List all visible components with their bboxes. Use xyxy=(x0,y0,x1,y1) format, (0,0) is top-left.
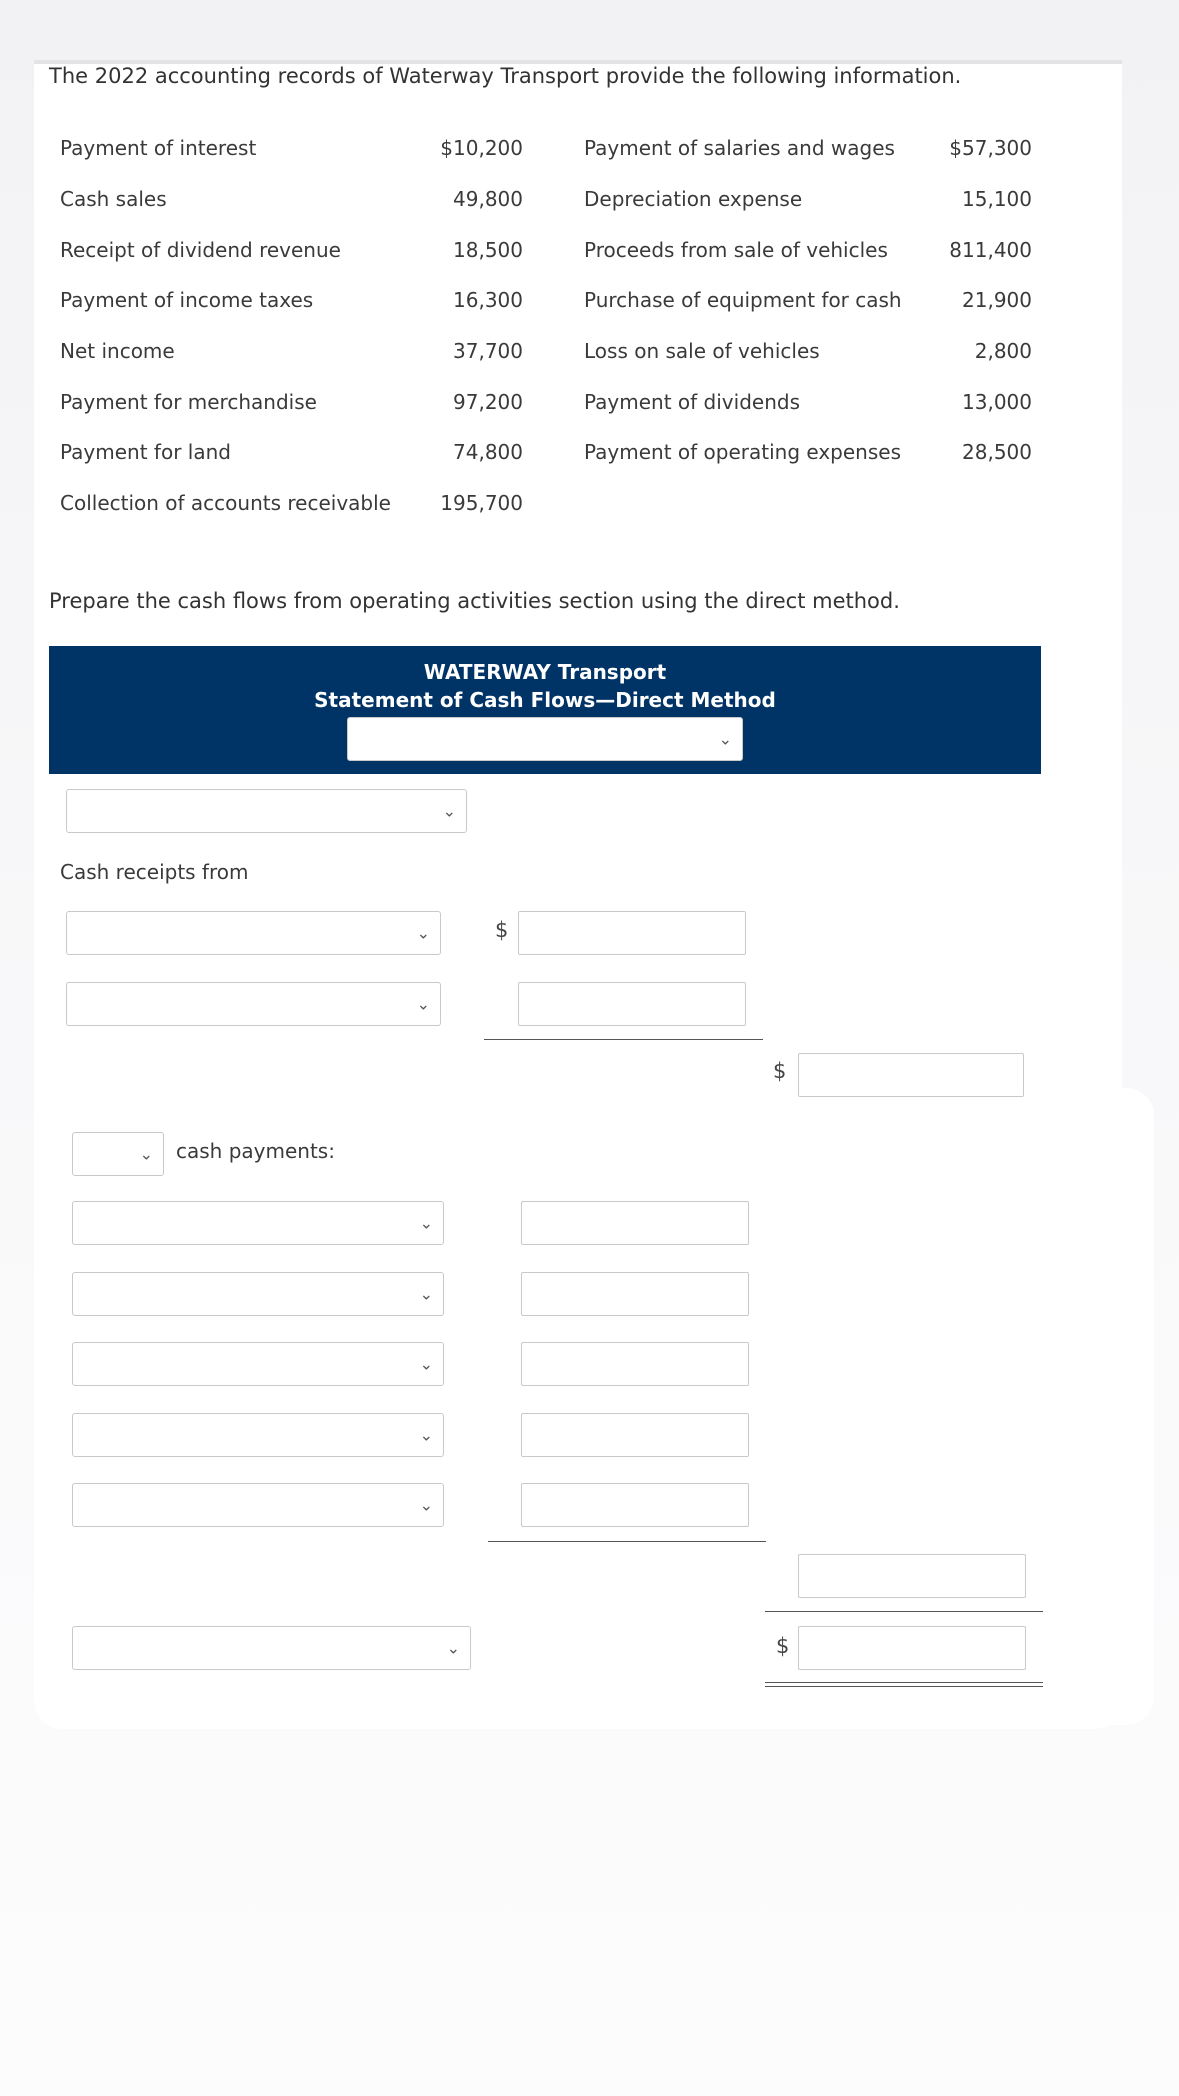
cash-receipts-label: Cash receipts from xyxy=(60,860,249,884)
payment-amount-input[interactable] xyxy=(521,1201,749,1245)
chevron-down-icon: ⌄ xyxy=(419,1354,433,1374)
payment-account-select[interactable] xyxy=(72,1483,444,1527)
net-cash-input[interactable] xyxy=(798,1626,1026,1670)
payment-amount-input[interactable] xyxy=(521,1272,749,1316)
payment-account-select[interactable] xyxy=(72,1201,444,1245)
chevron-down-icon: ⌄ xyxy=(419,1495,433,1515)
chevron-down-icon: ⌄ xyxy=(419,1425,433,1445)
chevron-down-icon: ⌄ xyxy=(419,1284,433,1304)
left-item-label: Collection of accounts receivable xyxy=(60,491,391,515)
receipt-amount-input[interactable] xyxy=(518,911,746,955)
period-select[interactable] xyxy=(347,717,743,761)
dollar-sign: $ xyxy=(773,1059,787,1083)
payments-qualifier-select[interactable] xyxy=(72,1132,164,1176)
left-item-value: 195,700 xyxy=(440,491,523,515)
left-item-label: Receipt of dividend revenue xyxy=(60,238,341,262)
chevron-down-icon: ⌄ xyxy=(419,1213,433,1233)
net-cash-label-select[interactable] xyxy=(72,1626,471,1670)
payment-account-select[interactable] xyxy=(72,1342,444,1386)
chevron-down-icon: ⌄ xyxy=(446,1638,460,1658)
receipt-account-select[interactable] xyxy=(66,982,441,1026)
left-item-value: 37,700 xyxy=(453,339,523,363)
right-item-label: Loss on sale of vehicles xyxy=(584,339,820,363)
total-receipts-input[interactable] xyxy=(798,1053,1024,1097)
payment-amount-input[interactable] xyxy=(521,1342,749,1386)
total-double-underline xyxy=(765,1682,1043,1687)
chevron-down-icon: ⌄ xyxy=(416,923,430,943)
right-item-value: 13,000 xyxy=(962,390,1032,414)
left-item-value: 74,800 xyxy=(453,440,523,464)
chevron-down-icon: ⌄ xyxy=(139,1144,153,1164)
right-item-value: 28,500 xyxy=(962,440,1032,464)
left-item-label: Payment for land xyxy=(60,440,231,464)
left-item-value: 18,500 xyxy=(453,238,523,262)
left-item-value: 97,200 xyxy=(453,390,523,414)
left-item-value: $10,200 xyxy=(440,136,523,160)
left-item-label: Cash sales xyxy=(60,187,167,211)
right-item-value: 811,400 xyxy=(949,238,1032,262)
right-item-label: Proceeds from sale of vehicles xyxy=(584,238,888,262)
subtotal-underline xyxy=(765,1611,1043,1612)
receipt-amount-input[interactable] xyxy=(518,982,746,1026)
right-item-label: Payment of dividends xyxy=(584,390,800,414)
chevron-down-icon: ⌄ xyxy=(416,994,430,1014)
statement-title: Statement of Cash Flows—Direct Method xyxy=(314,688,776,712)
right-item-label: Payment of operating expenses xyxy=(584,440,902,464)
left-item-value: 16,300 xyxy=(453,288,523,312)
right-item-value: $57,300 xyxy=(949,136,1032,160)
left-item-value: 49,800 xyxy=(453,187,523,211)
chevron-down-icon: ⌄ xyxy=(718,729,732,749)
right-item-value: 15,100 xyxy=(962,187,1032,211)
left-item-label: Payment of income taxes xyxy=(60,288,314,312)
instruction-text: Prepare the cash flows from operating activities section using the direct method. xyxy=(49,589,900,613)
dollar-sign: $ xyxy=(776,1634,790,1658)
payment-amount-input[interactable] xyxy=(521,1483,749,1527)
left-item-label: Payment for merchandise xyxy=(60,390,317,414)
subtotal-underline xyxy=(488,1541,766,1542)
right-item-label: Depreciation expense xyxy=(584,187,803,211)
dollar-sign: $ xyxy=(495,918,509,942)
total-payments-input[interactable] xyxy=(798,1554,1026,1598)
cash-payments-label: cash payments: xyxy=(176,1139,335,1163)
payment-account-select[interactable] xyxy=(72,1413,444,1457)
left-item-label: Net income xyxy=(60,339,175,363)
right-item-label: Payment of salaries and wages xyxy=(584,136,895,160)
payment-account-select[interactable] xyxy=(72,1272,444,1316)
receipt-account-select[interactable] xyxy=(66,911,441,955)
right-item-value: 21,900 xyxy=(962,288,1032,312)
company-name: WATERWAY Transport xyxy=(423,660,667,684)
section-heading-select[interactable] xyxy=(66,789,467,833)
subtotal-underline xyxy=(484,1039,763,1040)
left-item-label: Payment of interest xyxy=(60,136,257,160)
right-item-label: Purchase of equipment for cash xyxy=(584,288,902,312)
payment-amount-input[interactable] xyxy=(521,1413,749,1457)
intro-text: The 2022 accounting records of Waterway Transport provide the following information. xyxy=(49,64,962,88)
right-item-value: 2,800 xyxy=(974,339,1032,363)
chevron-down-icon: ⌄ xyxy=(442,801,456,821)
